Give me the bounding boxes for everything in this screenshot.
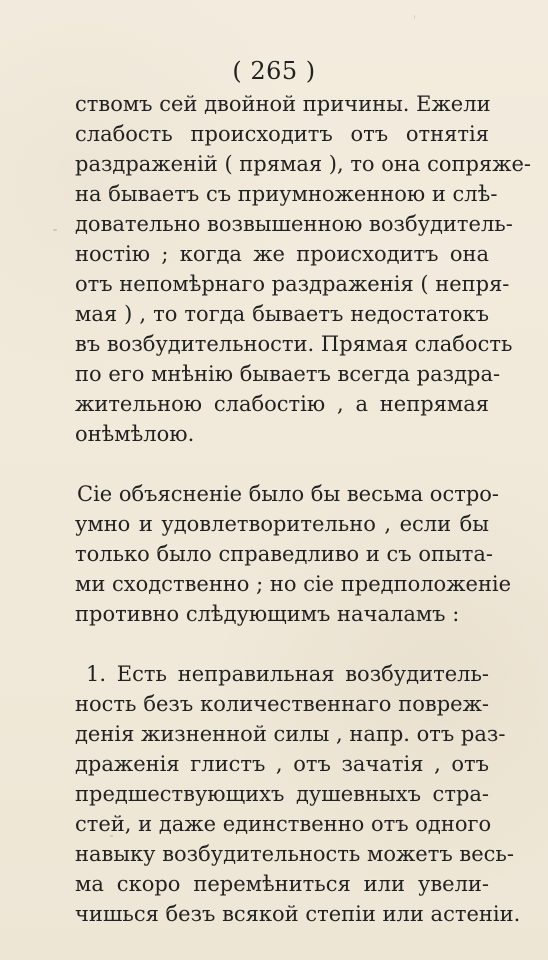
paragraph-gap bbox=[75, 629, 489, 659]
text-line: стей, и даже единственно отъ одного bbox=[75, 812, 492, 836]
text-line: ностію ; когда же происходитъ она bbox=[75, 242, 489, 266]
text-line: чишься безъ всякой степіи или астеніи. bbox=[75, 902, 521, 926]
text-line: 1. Есть неправильная возбудитель- bbox=[86, 662, 489, 686]
text-line: ность безъ количественнаго повреж- bbox=[75, 692, 489, 716]
text-line: ми сходственно ; но сіе предположеніе bbox=[75, 572, 512, 596]
text-line: драженія глистъ , отъ зачатія , отъ bbox=[75, 752, 489, 776]
page-body bbox=[75, 89, 532, 929]
text-line: только было справедливо и съ опыта- bbox=[75, 542, 493, 566]
paper-speck bbox=[414, 15, 416, 19]
text-line: Сіе объясненіе было бы весьма остро- bbox=[77, 482, 500, 506]
text-line: ма скоро перемѣниться или увели- bbox=[75, 872, 489, 896]
text-line: довательно возвышенною возбудитель- bbox=[75, 212, 513, 236]
paragraph-gap bbox=[75, 449, 489, 479]
paragraph-1 bbox=[75, 89, 532, 449]
text-line: онѣмѣлою. bbox=[75, 422, 195, 446]
text-line: отъ непомѣрнаго раздраженія ( непря- bbox=[75, 272, 510, 296]
text-line: противно слѣдующимъ началамъ : bbox=[75, 602, 460, 626]
text-line: мая ) , то тогда бываетъ недостатокъ bbox=[75, 302, 489, 326]
paragraph-2 bbox=[75, 479, 512, 629]
text-line: слабость происходитъ отъ отнятія bbox=[75, 122, 489, 146]
text-line: въ возбудительности. Прямая слабость bbox=[75, 332, 513, 356]
text-line: денія жизненной силы , напр. отъ раз- bbox=[75, 722, 506, 746]
text-line: предшествующихъ душевныхъ стра- bbox=[75, 782, 489, 806]
paper-speck bbox=[53, 229, 57, 231]
page-number: ( 265 ) bbox=[232, 57, 316, 85]
text-line: навыку возбудительность можетъ весь- bbox=[75, 842, 514, 866]
text-line: раздраженій ( прямая ), то она сопряже- bbox=[75, 152, 532, 176]
text-line: умно и удовлетворительно , если бы bbox=[75, 512, 489, 536]
text-line: ствомъ сей двойной причины. Ежели bbox=[75, 92, 491, 116]
text-line: по его мнѣнію бываетъ всегда раздра- bbox=[75, 362, 501, 386]
text-line: жительною слабостію , а непрямая bbox=[75, 392, 489, 416]
paragraph-3 bbox=[75, 659, 521, 929]
text-line: на бываетъ съ приумноженною и слѣ- bbox=[75, 182, 498, 206]
